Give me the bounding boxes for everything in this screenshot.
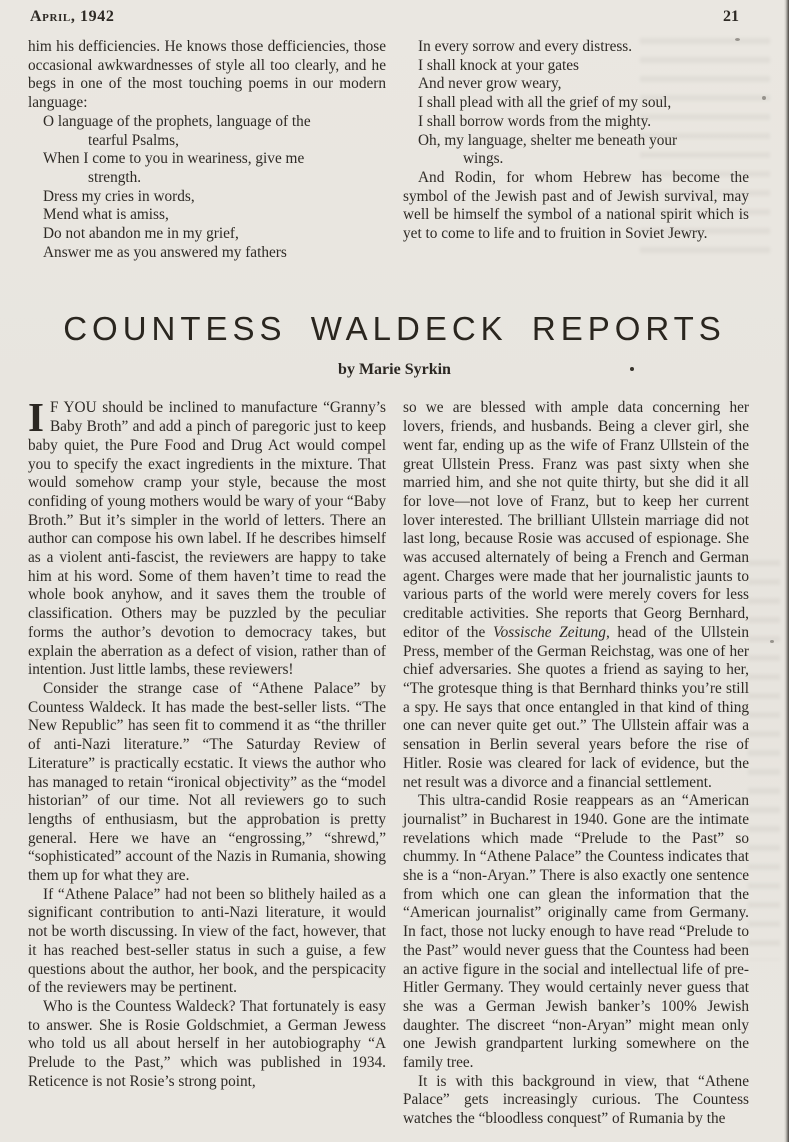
poem-line: In every sorrow and every distress. — [418, 38, 633, 55]
poem-line: I shall plead with all the grief of my soul, — [418, 94, 672, 112]
paragraph: This ultra-candid Rosie reappears as an “American journalist” in Bucharest in 1940. Gone are the intimate revelations which made “Prelude to the Past” so chummy. In “Athene Palace” the Countess indicates that she is a “non-Aryan.” There is also exactly one sentence from which one can glean the information that the “American journalist” originally came from Germany. In fact, those not lucky enough to have read “Prelude to the Past” would never guess that the Countess had been an active figure in the social and intellectual life of pre-Hitler Germany. They would certainly never guess that she was a German Jewish banker’s 100% Jewish daughter. The discreet “non-Aryan” might mean only one Jewish grandpartent lurking somewhere on the family tree. — [403, 792, 749, 1072]
poem-line: I shall knock at your gates — [418, 56, 579, 74]
prev-left-paragraph: him his defficiencies. He knows those defficiencies, those occasional awkwardnesses of style all too clearly, and he begs in one of the most touching poems in our modern language: — [28, 38, 386, 112]
article-title: COUNTESS WALDECK REPORTS — [63, 310, 726, 348]
prev-right-column — [403, 38, 749, 262]
poem-right — [403, 38, 749, 169]
prev-left-column — [28, 38, 386, 262]
poem-line: tearful Psalms, — [88, 131, 179, 149]
poem-line: Answer me as you answered my fathers — [43, 243, 287, 261]
poem-line: Oh, my language, shelter me beneath your — [418, 131, 678, 149]
prev-right-paragraph: And Rodin, for whom Hebrew has become the symbol of the Jewish past and of Jewish survival, may well be himself the symbol of a national spirit which is yet to come to life and to fruition in Soviet Jewry. — [403, 168, 749, 243]
paragraph — [403, 399, 749, 792]
paragraph: Who is the Countess Waldeck? That fortunately is easy to answer. She is Rosie Goldschmiet, a German Jewess who told us all about herself in her autobiography “A Prelude to the Past,” which was published in 1934. Reticence is not Rosie’s strong point, — [28, 997, 386, 1090]
poem-line: When I come to you in weariness, give me — [43, 150, 305, 168]
article-body — [0, 394, 789, 1128]
article-left-column — [28, 394, 386, 1128]
scan-speck — [762, 96, 766, 100]
poem-line: Dress my cries in words, — [43, 187, 195, 205]
poem-left — [28, 113, 386, 263]
paragraph: Consider the strange case of “Athene Palace” by Countess Waldeck. It has made the best-seller lists. “The New Republic” has seen fit to commend it as “the thriller of anti-Nazi literature.” “The Saturday Review of Literature” is practically ecstatic. It views the author who has managed to retain “ironical objectivity” as the “model historian” of our time. Not all reviewers go to such lengths of enthusiasm, but the approbation is pretty general. Here we have an “engrossing,” “shrewd,” “sophisticated” account of the Nazis in Rumania, showing them up for what they are. — [28, 679, 386, 885]
poem-line: I shall borrow words from the mighty. — [418, 112, 652, 130]
article-heading — [0, 310, 789, 379]
page-header — [0, 0, 789, 26]
paragraph-text: head of the Ullstein Press, member of the German Reichstag, was one of her chief adversaries. She quotes a friend as saying to her, “The grotesque thing is that Bernhard thinks you’re still a spy. He says that once entangled in that kind of thing one can never quite get out.” The Ullstein affair was a sensation in Berlin several years before the rise of Hitler. Rosie was cleared for lack of evidence, but the net result was a divorce and a financial settlement. — [403, 623, 750, 791]
ink-dot-artifact — [630, 367, 634, 371]
poem-line: Mend what is amiss, — [43, 206, 169, 224]
poem-line: Do not abandon me in my grief, — [43, 225, 239, 243]
issue-date: April, 1942 — [30, 8, 115, 25]
poem-line: strength. — [88, 168, 142, 186]
paragraph: It is with this background in view, that “Athene Palace” gets increasingly curious. The Countess watches the “bloodless conquest” of Rumania by the — [403, 1072, 749, 1128]
poem-line: wings. — [463, 150, 504, 168]
page-number: 21 — [723, 8, 739, 25]
paragraph-text: so we are blessed with ample data concerning her lovers, friends, and husbands. Being a clever girl, she went far, ending up as the wife of Franz Ullstein of the great Ullstein Press. Franz was past sixty when she married him, and she not quite thirty, but she did it all for love—not love of Franz, but to keep her current lover interested. The brilliant Ullstein marriage did not last long, because Rosie was accused of espionage. She was accused alternately of being a French and German agent. Charges were made that her journalistic jaunts to various parts of the world were merely covers for less creditable activities. She reports that Georg Bernhard, editor of the — [403, 399, 749, 641]
scan-speck — [735, 38, 740, 41]
article-right-column — [403, 399, 749, 1128]
drop-cap: I — [28, 394, 44, 441]
paragraph-text: F YOU should be inclined to manufacture “Granny’s Baby Broth” and add a pinch of paregoric just to keep baby quiet, the Pure Food and Drug Act would compel you to specify the exact ingredients in the mixture. That would somehow cramp your style, because the most confiding of young mothers would be wary of your “Baby Broth.” But it’s simpler in the world of letters. There an author can compose his own label. If he describes himself as a violent anti-fascist, the reviewers are happy to take him at his word. Some of them haven’t time to read the whole book anyhow, and it saves them the trouble of classification. Others may be puzzled by the peculiar forms the author’s devotion to democracy takes, but explain the aberration as a defect of vision, rather than of intention. Just little lambs, these reviewers! — [28, 399, 386, 679]
poem-line: And never grow weary, — [418, 75, 562, 93]
scan-edge-shadow — [784, 0, 789, 1142]
poem-line: O language of the prophets, language of the — [43, 112, 311, 130]
paragraph: If “Athene Palace” had not been so blithely hailed as a significant contribution to anti-Nazi literature, it would not be worth discussing. In view of the fact, however, that it has reached best-seller status in such a guise, a few questions about the author, her book, and the perspicacity of the reviewers may be pertinent. — [28, 885, 386, 997]
article-byline: by Marie Syrkin — [338, 361, 451, 379]
previous-article-continuation — [0, 38, 789, 262]
italic-publication-name: Vossische Zeitung, — [492, 623, 610, 641]
paragraph — [28, 394, 386, 680]
scan-speck — [770, 640, 774, 643]
